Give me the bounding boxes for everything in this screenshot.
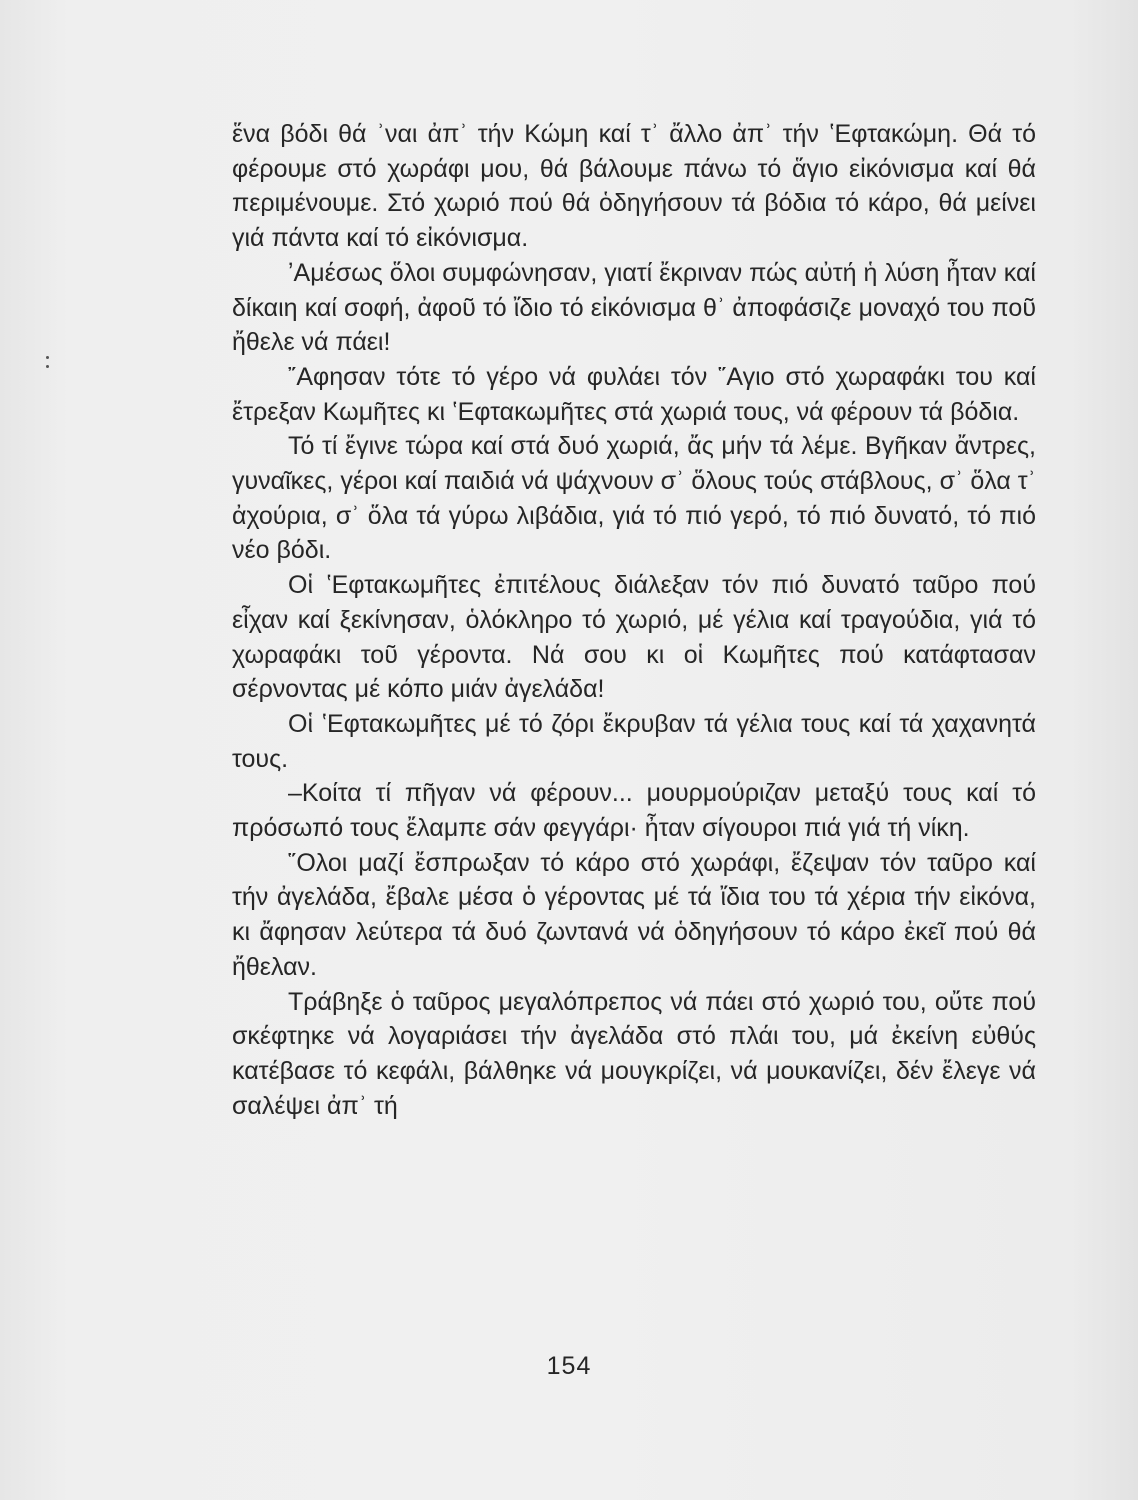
paragraph: ʼΑμέσως ὅλοι συμφώνησαν, γιατί ἔκριναν πώς αὐτή ἡ λύση ἦταν καί δίκαιη καί σοφή, ἀφοῦ τό ἴδιο τό εἰκόνισμα θʾ ἀποφάσιζε μοναχό του ποῦ ἤθελε νά πάει! (232, 258, 1036, 357)
paragraph-continuation: ἕνα βόδι θά ʾναι ἀπʾ τήν Κώμη καί τʾ ἄλλο ἀπʾ τήν ʽΕφτακώμη. Θά τό φέρουμε στό χωράφι μου, θά βάλουμε πάνω τό ἅγιο εἰκόνισμα καί θά περιμένουμε. Στό χωριό πού θά ὁδηγήσουν τά βόδια τό κάρο, θά μείνει γιά πάντα καί τό εἰκόνισμα. (232, 120, 1036, 253)
paragraph: Τράβηξε ὁ ταῦρος μεγαλόπρεπος νά πάει στό χωριό του, οὔτε πού σκέφτηκε νά λογαριάσει τήν ἀγελάδα στό πλάι του, μά ἐκείνη εὐθύς κατέβασε τό κεφάλι, βάλθηκε νά μουγκρίζει, νά μουκανίζει, δέν ἔλεγε νά σαλέψει ἀπʾ τή (232, 987, 1036, 1120)
page-number: 154 (546, 1352, 592, 1380)
margin-speck (46, 365, 49, 368)
paragraph: Οἱ ʽΕφτακωμῆτες μέ τό ζόρι ἔκρυβαν τά γέλια τους καί τά χαχανητά τους. (232, 709, 1036, 773)
paragraph: ῎Αφησαν τότε τό γέρο νά φυλάει τόν ῞Αγιο στό χωραφάκι του καί ἔτρεξαν Κωμῆτες κι ʽΕφτακωμῆτες στά χωριά τους, νά φέρουν τά βόδια. (232, 362, 1036, 426)
paragraph: Οἱ ʽΕφτακωμῆτες ἐπιτέλους διάλεξαν τόν πιό δυνατό ταῦρο πού εἶχαν καί ξεκίνησαν, ὁλόκληρο τό χωριό, μέ γέλια καί τραγούδια, γιά τό χωραφάκι τοῦ γέροντα. Νά σου κι οἱ Κωμῆτες πού κατάφτασαν σέρνοντας μέ κόπο μιάν ἀγελάδα! (232, 571, 1036, 704)
paragraph: Τό τί ἔγινε τώρα καί στά δυό χωριά, ἄς μήν τά λέμε. Βγῆκαν ἄντρες, γυναῖκες, γέροι καί παιδιά νά ψάχνουν σʾ ὅλους τούς στάβλους, σʾ ὅλα τʾ ἀχούρια, σʾ ὅλα τά γύρω λιβάδια, γιά τό πιό γερό, τό πιό δυνατό, τό πιό νέο βόδι. (232, 432, 1036, 565)
body-text (232, 117, 1036, 1123)
dialogue-paragraph: –Κοίτα τί πῆγαν νά φέρουν... μουρμούριζαν μεταξύ τους καί τό πρόσωπό τους ἔλαμπε σάν φεγγάρι· ἦταν σίγουροι πιά γιά τή νίκη. (232, 779, 1036, 843)
margin-speck (46, 356, 49, 359)
paragraph: ῞Ολοι μαζί ἔσπρωξαν τό κάρο στό χωράφι, ἔζεψαν τόν ταῦρο καί τήν ἀγελάδα, ἔβαλε μέσα ὁ γέροντας μέ τά ἴδια του τά χέρια τήν εἰκόνα, κι ἄφησαν λεύτερα τά δυό ζωντανά νά ὁδηγήσουν τό κάρο ἐκεῖ πού θά ἤθελαν. (232, 848, 1036, 981)
